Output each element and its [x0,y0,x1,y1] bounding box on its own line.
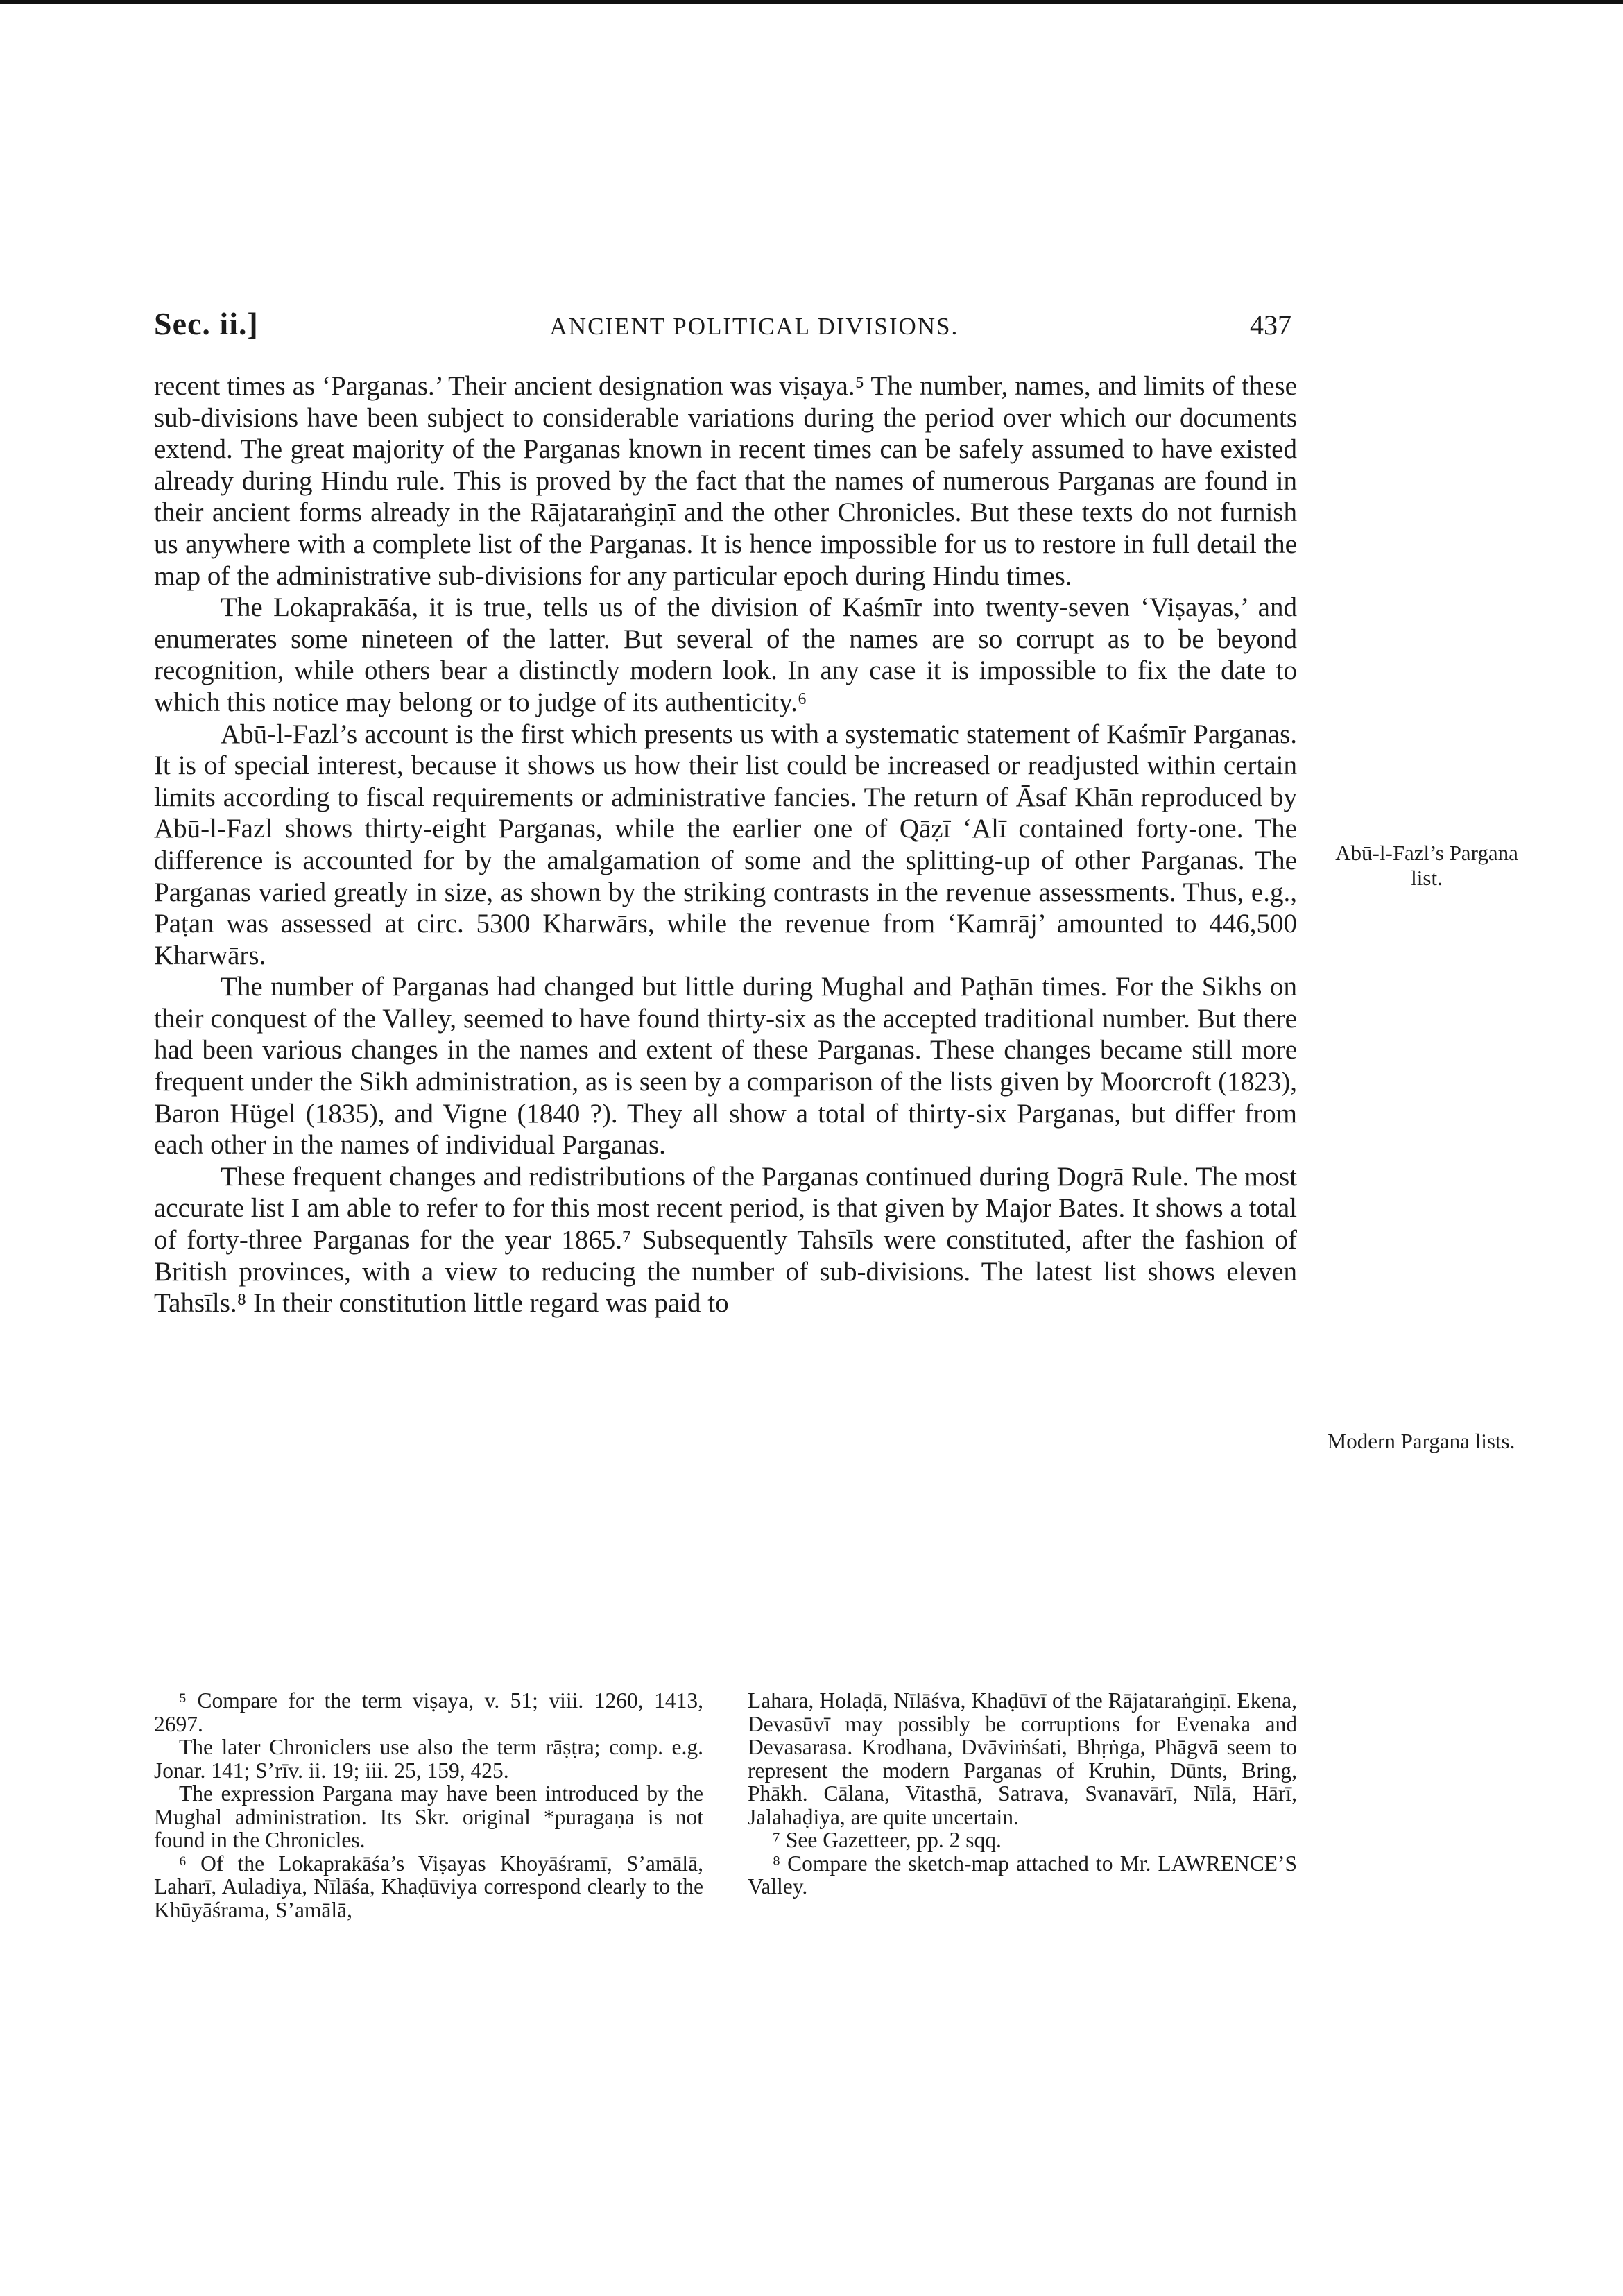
paragraph: These frequent changes and redistributions of the Parganas continued during Dogrā Rule. The most accurate list I am able to refer to for this most recent period, is that given by Major Bates. It shows a total of forty-three Parganas for the year 1865.⁷ Subsequently Tahsīls were constituted, after the fashion of British provinces, with a view to reducing the number of sub-divisions. The latest list shows eleven Tahsīls.⁸ In their constitution little regard was paid to [154,1161,1297,1319]
paragraph: The Lokaprakāśa, it is true, tells us of the division of Kaśmīr into twenty-seven ‘Viṣayas,’ and enumerates some nineteen of the latter. But several of the names are so corrupt as to be beyond recognition, while others bear a distinctly modern look. In any case it is impossible to fix the date to which this notice may belong or to judge of its authenticity.⁶ [154,592,1297,717]
footnote: The expression Pargana may have been introduced by the Mughal administration. Its Skr. original *puragaṇa is not found in the Chronicles. [154,1781,703,1852]
side-note: Modern Pargana lists. [1327,1429,1515,1453]
running-title: ANCIENT POLITICAL DIVISIONS. [549,313,959,340]
footnote: The later Chroniclers use also the term rāṣṭra; comp. e.g. Jonar. 141; S’rīv. ii. 19; iii. 25, 159, 425. [154,1735,703,1783]
page-number: 437 [1249,309,1291,341]
footnote: ⁶ Of the Lokaprakāśa’s Viṣayas Khoyāśramī, S’amālā, Laharī, Auladiya, Nīlāśa, Khaḍūviya correspond clearly to the Khūyāśrama, S’amālā, [154,1851,703,1922]
footnote: Lahara, Holaḍā, Nīlāśva, Khaḍūvī of the Rājataraṅgiṇī. Ekena, Devasūvī may possibly be corruptions for Evenaka and Devasarasa. Krodhana, Dvāviṁśati, Bhṛṅga, Phāgvā seem to represent the modern Parganas of Kruhin, Dūnts, Bring, Phākh. Cālana, Vitasthā, Satrava, Svanavārī, Nīlā, Hārī, Jalahaḍiya, are quite uncertain. [748,1688,1297,1829]
paragraph: Abū-l-Fazl’s account is the first which presents us with a systematic statement of Kaśmīr Parganas. It is of special interest, because it shows us how their list could be increased or readjusted within certain limits according to fiscal requirements or administrative fancies. The return of Āsaf Khān reproduced by Abū-l-Fazl shows thirty-eight Parganas, while the earlier one of Qāẓī ‘Alī contained forty-one. The difference is accounted for by the amalgamation of some and the splitting-up of other Parganas. The Parganas varied greatly in size, as shown by the striking contrasts in the revenue assessments. Thus, e.g., Paṭan was assessed at circ. 5300 Kharwārs, while the revenue from ‘Kamrāj’ amounted to 446,500 Kharwārs. [154,719,1297,970]
section-label: Sec. ii.] [154,306,259,341]
paragraph: recent times as ‘Parganas.’ Their ancient designation was viṣaya.⁵ The number, names, and limits of these sub-divisions have been subject to considerable variations during the period over which our documents extend. The great majority of the Parganas known in recent times can be safely assumed to have existed already during Hindu rule. This is proved by the fact that the names of numerous Parganas are found in their ancient forms already in the Rājataraṅgiṇī and the other Chronicles. But these texts do not furnish us anywhere with a complete list of the Parganas. It is hence impossible for us to restore in full detail the map of the administrative sub-divisions for any particular epoch during Hindu times. [154,371,1297,591]
top-border-rule [0,0,1623,4]
page-header [154,305,1291,354]
footnote-column-right [748,1689,1297,1921]
footnote: ⁵ Compare for the term viṣaya, v. 51; viii. 1260, 1413, 2697. [154,1688,703,1736]
footnote-column-left [154,1689,703,1921]
footnotes [154,1689,1297,1921]
footnote: ⁸ Compare the sketch-map attached to Mr. LAWRENCE’S Valley. [748,1851,1297,1899]
footnote: ⁷ See Gazetteer, pp. 2 sqq. [773,1828,1002,1852]
main-text [154,370,1297,1319]
paragraph: The number of Parganas had changed but little during Mughal and Paṭhān times. For the Sikhs on their conquest of the Valley, seemed to have found thirty-six as the accepted traditional number. But there had been various changes in the names and extent of these Parganas. These changes became still more frequent under the Sikh administration, as is seen by a comparison of the lists given by Moorcroft (1823), Baron Hügel (1835), and Vigne (1840 ?). They all show a total of thirty-six Parganas, but differ from each other in the names of individual Parganas. [154,972,1297,1160]
side-note: Abū-l-Fazl’s Pargana list. [1335,841,1518,890]
